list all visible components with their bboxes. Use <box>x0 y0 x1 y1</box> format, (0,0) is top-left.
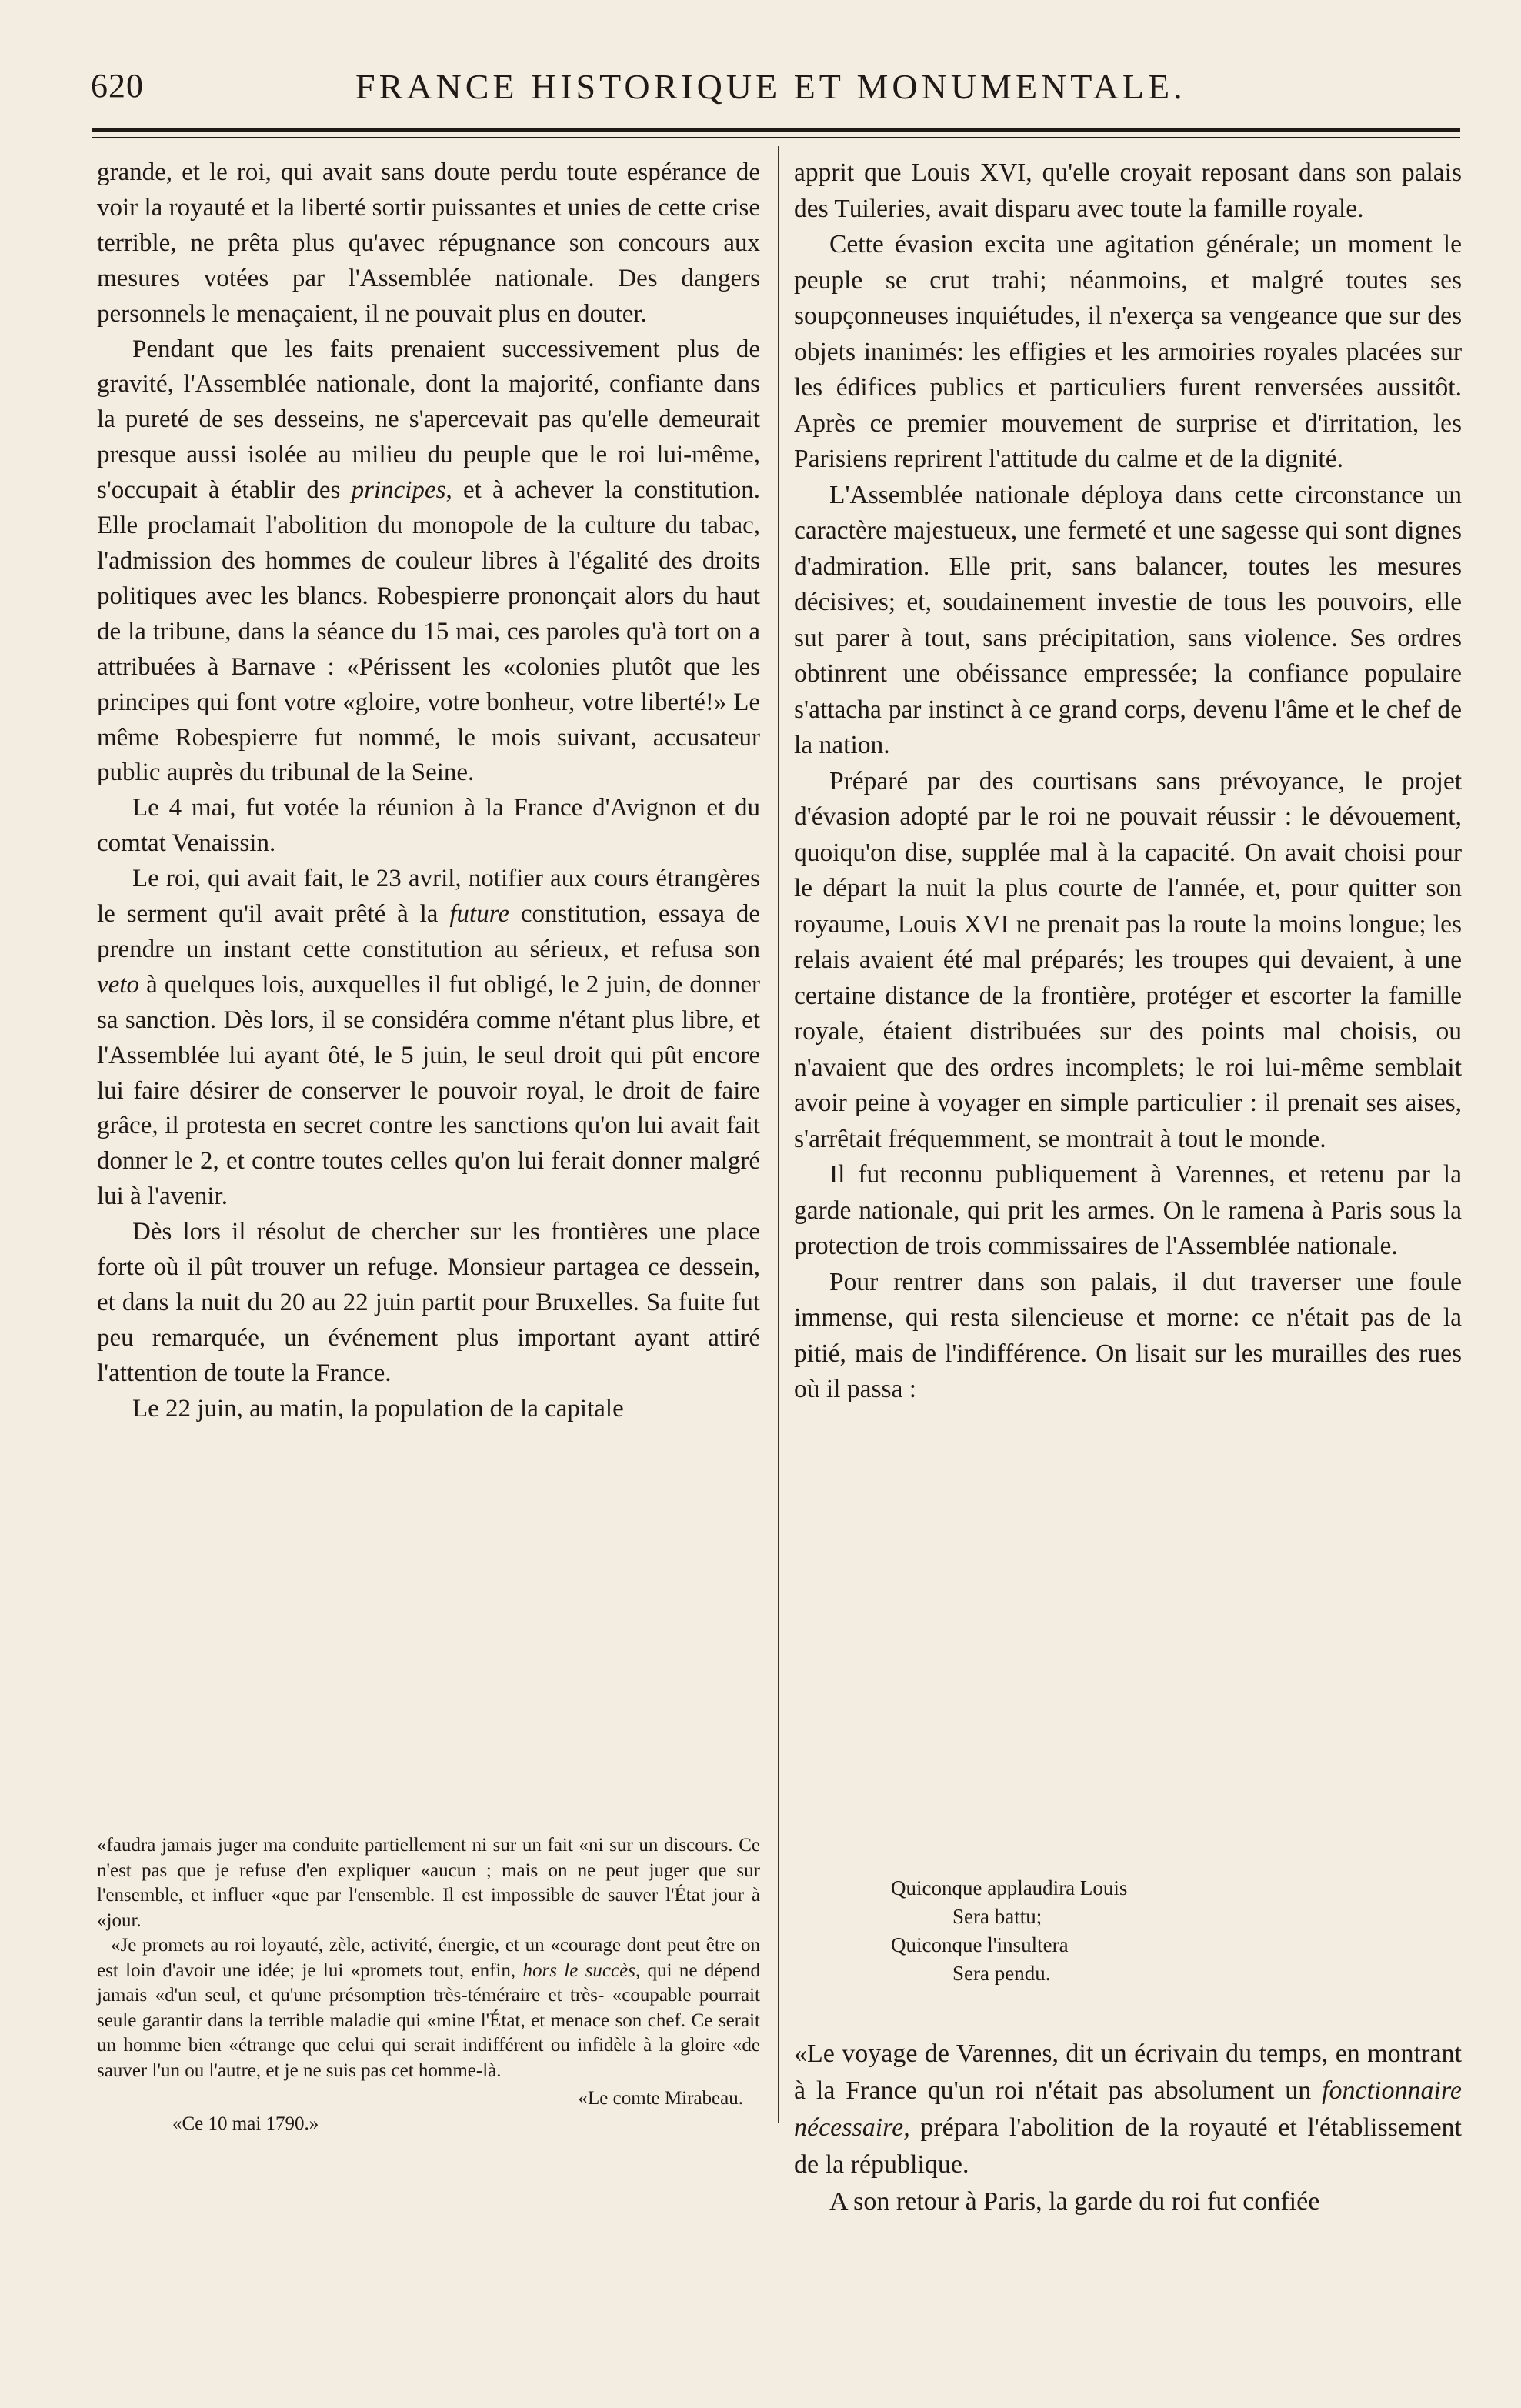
footnote-paragraph: «faudra jamais juger ma conduite partiellement ni sur un fait «ni sur un discours. Ce n'est pas que je refuse d'en expliquer «aucun ; mais on ne peut juger que sur l'ensemble, et influer «que par l'ensemble. Il est impossible de sauver l'État jour à «jour. <box>97 1835 760 1931</box>
verse-line: Sera pendu. <box>952 1962 1051 1985</box>
header-rule-thin <box>92 137 1460 138</box>
paragraph: «Le voyage de Varennes, dit un écrivain du temps, en montrant à la France qu'un roi n'était pas absolument un fonctionnaire nécessaire, prépara l'abolition de la royauté et l'établissement de la république. <box>794 2039 1462 2179</box>
verse-line: Quiconque l'insultera <box>891 1933 1069 1956</box>
quoted-verse <box>891 1874 1322 1988</box>
verse-line: Sera battu; <box>952 1905 1042 1928</box>
footnote-date: «Ce 10 mai 1790.» <box>172 2113 319 2134</box>
paragraph: Le 22 juin, au matin, la population de la capitale <box>132 1394 624 1422</box>
footnote <box>97 1833 760 2136</box>
paragraph: Pour rentrer dans son palais, il dut traverser une foule immense, qui resta silencieuse et morne: ce n'était pas de la pitié, mais de l'indifférence. On lisait sur les murailles des rues où il passa : <box>794 1267 1462 1403</box>
header-rule <box>92 128 1460 132</box>
footnote-signature: «Le comte Mirabeau. <box>578 2088 743 2109</box>
paragraph: Il fut reconnu publiquement à Varennes, et retenu par la garde nationale, qui prit les armes. On le ramena à Paris sous la protection de trois commissaires de l'Assemblée nationale. <box>794 1160 1462 1260</box>
paragraph: Cette évasion excita une agitation générale; un moment le peuple se crut trahi; néanmoins, et malgré toutes ses soupçonneuses inquiétudes, il n'exerça sa vengeance que sur des objets inanimés: les effigies et les armoiries royales placées sur les édifices publics et particuliers furent renversées aussitôt. Après ce premier mouvement de surprise et d'irritation, les Parisiens reprirent l'attitude du calme et de la dignité. <box>794 230 1462 473</box>
paragraph: apprit que Louis XVI, qu'elle croyait reposant dans son palais des Tuileries, avait disparu avec toute la famille royale. <box>794 158 1462 223</box>
paragraph: Le 4 mai, fut votée la réunion à la France d'Avignon et du comtat Venaissin. <box>97 794 760 858</box>
paragraph: Préparé par des courtisans sans prévoyance, le projet d'évasion adopté par le roi ne pouvait réussir : le dévouement, quoiqu'on dise, supplée mal à la capacité. On avait choisi pour le départ la nuit la plus courte de l'année, et, pour quitter son royaume, Louis XVI ne prenait pas la route la moins longue; les relais avaient été mal préparés; les troupes qui devaient, à une certaine distance de la frontière, protéger et escorter la famille royale, étaient distribuées sur des points mal choisis, ou n'avaient que des ordres incomplets; le roi lui-même semblait avoir peine à voyager en simple particulier : il prenait ses aises, s'arrêtait fréquemment, se montrait à tout le monde. <box>794 766 1462 1153</box>
paragraph: Pendant que les faits prenaient successivement plus de gravité, l'Assemblée nationale, dont la majorité, confiante dans la pureté de ses desseins, ne s'apercevait pas qu'elle demeurait presque aussi isolée au milieu du peuple que le roi lui-même, s'occupait à établir des principes, et à achever la constitution. Elle proclamait l'abolition du monopole de la culture du tabac, l'admission des hommes de couleur libres à l'égalité des droits politiques avec les blancs. Robespierre prononçait alors du haut de la tribune, dans la séance du 15 mai, ces paroles qu'à tort on a attribuées à Barnave : «Périssent les «colonies plutôt que les principes qui font votre «gloire, votre bonheur, votre liberté!» Le même Robespierre fut nommé, le mois suivant, accusateur public auprès du tribunal de la Seine. <box>97 335 761 787</box>
paragraph: L'Assemblée nationale déploya dans cette circonstance un caractère majestueux, une fermeté et une sagesse qui sont dignes d'admiration. Elle prit, sans balancer, toutes les mesures décisives; et, soudainement investie de tous les pouvoirs, elle sut parer à tout, sans précipitation, sans violence. Ses ordres obtinrent une obéissance empressée; la confiance populaire s'attacha par instinct à ce grand corps, devenu l'âme et le chef de la nation. <box>794 480 1462 759</box>
italic-term: veto <box>97 970 139 999</box>
verse-line: Quiconque applaudira Louis <box>891 1876 1128 1899</box>
page-number: 620 <box>91 67 144 105</box>
italic-term: fonctionnaire nécessaire, <box>794 2076 1462 2142</box>
italic-term: future <box>449 900 509 929</box>
paragraph: Le roi, qui avait fait, le 23 avril, notifier aux cours étrangères le serment qu'il avait prêté à la future constitution, essaya de prendre un instant cette constitution au sérieux, et refusa son veto à quelques lois, auxquelles il fut obligé, le 2 juin, de donner sa sanction. Dès lors, il se considéra comme n'étant plus libre, et l'Assemblée lui ayant ôté, le 5 juin, le seul droit qui pût encore lui faire désirer de conserver le pouvoir royal, le droit de faire grâce, il protesta en secret contre les sanctions qu'on lui avait fait donner le 2, et contre toutes celles qu'on lui ferait donner malgré lui à l'avenir. <box>97 865 760 1211</box>
left-column <box>97 155 760 1427</box>
column-divider <box>778 146 779 2123</box>
paragraph: grande, et le roi, qui avait sans doute perdu toute espérance de voir la royauté et la liberté sortir puissantes et unies de cette crise terrible, ne prêta plus qu'avec répugnance son concours aux mesures votées par l'Assemblée nationale. Des dangers personnels le menaçaient, il ne pouvait plus en douter. <box>97 158 760 328</box>
italic-term: principes <box>351 476 446 505</box>
running-title: FRANCE HISTORIQUE ET MONUMENTALE. <box>355 67 1186 106</box>
italic-term: hors le succès <box>522 1959 635 1981</box>
right-column <box>794 155 1462 1408</box>
right-column-end <box>794 2036 1462 2220</box>
footnote-paragraph: «Je promets au roi loyauté, zèle, activité, énergie, et un «courage dont peut être on est loin d'avoir une idée; je lui «promets tout, enfin, hors le succès, qui ne dépend jamais «d'un seul, et qu'une présomption très-téméraire et très- «coupable pourrait seule garantir dans la terrible maladie qui «mine l'État, et menace son chef. Ce serait un homme bien «étrange que celui qui serait indifférent ou infidèle à la gloire «de sauver l'un ou l'autre, et je ne suis pas cet homme-là. <box>97 1935 761 2081</box>
page-header <box>91 66 1476 115</box>
paragraph: A son retour à Paris, la garde du roi fut confiée <box>829 2187 1320 2216</box>
paragraph: Dès lors il résolut de chercher sur les frontières une place forte où il pût trouver un refuge. Monsieur partagea ce dessein, et dans la nuit du 20 au 22 juin partit pour Bruxelles. Sa fuite fut peu remarquée, un événement plus important ayant attiré l'attention de toute la France. <box>97 1218 760 1387</box>
